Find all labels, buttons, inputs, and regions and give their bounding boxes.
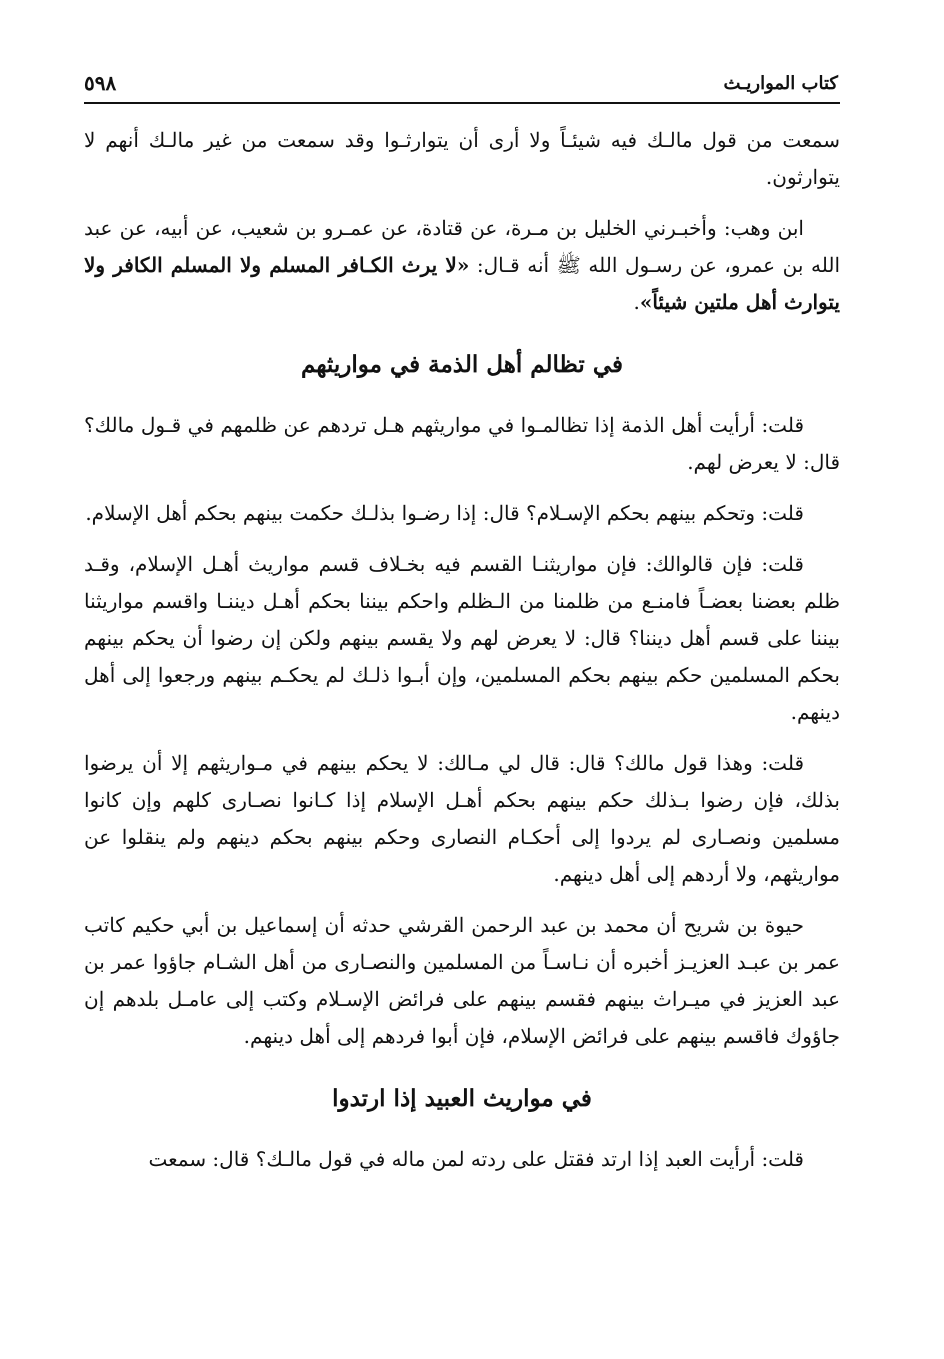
paragraph-text: سمعت من قول مالـك فيه شيئـاً ولا أرى أن يتوارثـوا وقد سمعت من غير مالـك أنهم لا يتوارثون. [84,128,840,189]
paragraph-text: قلت: فإن قالوالك: فإن مواريثنـا القسم فيه بخـلاف قسم مواريث أهـل الإسلام، وقـد ظلم بعضنا بعضـاً فامنـع من ظلمنا من الـظلم واحكم بيننا بحكم أهـل ديننـا واقسم مواريثنا بيننا على قسم أهل ديننا؟ قال: لا يعرض لهم ولا يقسم بينهم ولكن إن رضوا أن يحكم بينهم بحكم المسلمين حكم بينهم بحكم المسلمين، وإن أبـوا ذلـك لم يحكـم بينهم ورجعوا إلى أهل دينهم. [84,552,840,724]
section-heading: في تظالم أهل الذمة في مواريثهم [301,351,623,378]
paragraph [84,495,840,532]
paragraph [84,745,840,893]
page-number: ٥٩٨ [84,71,117,95]
paragraph [84,546,840,731]
paragraph-text: . [633,290,640,314]
paragraph-text: قلت: أرأيت أهل الذمة إذا تظالمـوا في مواريثهم هـل تردهم عن ظلمهم في قـول مالك؟ قال: لا يعرض لهم. [84,413,840,474]
book-title: كتاب المواريـث [723,72,838,94]
paragraph [84,907,840,1055]
paragraph [84,1141,840,1178]
paragraph [84,122,840,196]
page-body [84,122,840,1192]
section-heading: في مواريث العبيد إذا ارتدوا [332,1085,592,1112]
paragraph-text: ابن وهب: وأخبـرني الخليل بن مـرة، عن قتادة، عن عمـرو بن شعيب، عن أبيه، عن عبد الله بن عمرو، عن رسـول الله ﷺ أنه قـال: [84,216,840,277]
paragraph [84,210,840,321]
running-header [84,68,838,98]
paragraph-text: قلت: أرأيت العبد إذا ارتد فقتل على ردته لمن ماله في قول مالـك؟ قال: سمعت [148,1147,804,1171]
paragraph [84,407,840,481]
paragraph-text: قلت: وتحكم بينهم بحكم الإسـلام؟ قال: إذا رضـوا بذلـك حكمت بينهم بحكم أهل الإسلام. [85,501,804,525]
header-rule [84,102,840,104]
paragraph-text: قلت: وهذا قول مالك؟ قال: قال لي مـالك: لا يحكم بينهم في مـواريثهم إلا أن يرضوا بذلك، فإن رضوا بـذلك حكم بينهم بحكم أهـل الإسلام إذا كـانوا نصـارى كلهم وإن كانوا مسلمين ونصـارى لم يردوا إلى أحكـام النصارى وحكم بينهم بحكم دينهم ولم ينقلوا عن مواريثهم، ولا أردهم إلى أهل دينهم. [84,751,840,886]
paragraph-text: حيوة بن شريح أن محمد بن عبد الرحمن القرشي حدثه أن إسماعيل بن أبي حكيم كاتب عمر بن عبـد العزيـز أخبره أن نـاسـاً من المسلمين والنصـارى من أهل الشـام جاؤوا عمر بن عبد العزيز في ميـراث بينهم فقسم بينهم على فرائض الإسـلام وكتب إلى عامـل بلدهم إن جاؤوك فاقسم بينهم على فرائض الإسلام، فإن أبوا فردهم إلى أهل دينهم. [84,913,840,1048]
hadith-quote: «لا يرث الكـافر المسلم ولا المسلم الكافر ولا يتوارث أهل ملتين شيئاً» [84,253,840,314]
